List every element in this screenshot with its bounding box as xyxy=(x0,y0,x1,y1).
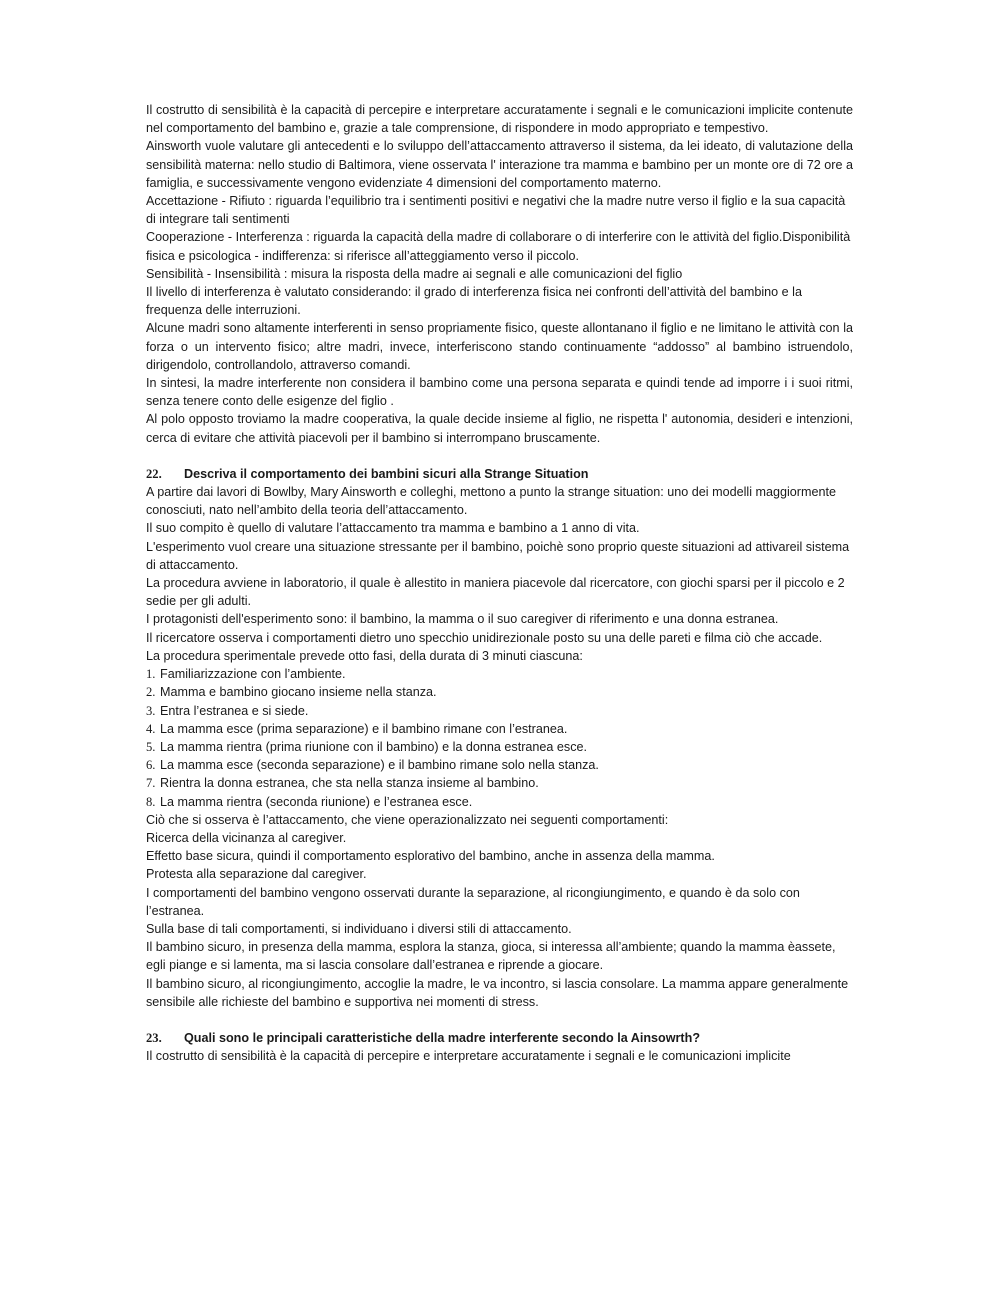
list-item: 5. La mamma rientra (prima riunione con il bambino) e la donna estranea esce. xyxy=(146,739,588,754)
paragraph: Il suo compito è quello di valutare l’attaccamento tra mamma e bambino a 1 anno di vita. xyxy=(146,521,640,536)
paragraph: Il bambino sicuro, al ricongiungimento, accoglie la madre, le va incontro, si lascia consolare. La mamma appare generalmente sensibile alle richieste del bambino e supportiva nei momenti di stress. xyxy=(146,976,849,1009)
spacer xyxy=(146,1011,853,1029)
paragraph: A partire dai lavori di Bowlby, Mary Ainsworth e colleghi, mettono a punto la strange situation: uno dei modelli maggiormente conosciuti, nato nell’ambito della teoria dell’attaccamento. xyxy=(146,485,836,518)
list-item: 4. La mamma esce (prima separazione) e il bambino rimane con l’estranea. xyxy=(146,721,568,736)
paragraph: Ainsworth vuole valutare gli antecedenti e lo sviluppo dell’attaccamento attraverso il sistema, da lei ideato, di valutazione della sensibilità materna: nello studio di Baltimora, viene osservata l' interazione tra mamma e bambino per un monte ore di 72 ore a famiglia, e successivamente vengono evidenziate 4 dimensioni del comportamento materno. xyxy=(146,139,853,190)
list-item: 3. Entra l’estranea e si siede. xyxy=(146,703,309,718)
paragraph: Il bambino sicuro, in presenza della mamma, esplora la stanza, gioca, si interessa all’ambiente; quando la mamma èassete, egli piange e si lamenta, ma si lascia consolare dall’estranea e riprende a giocare. xyxy=(146,940,836,973)
paragraph: Accettazione - Rifiuto : riguarda l’equilibrio tra i sentimenti positivi e negativi che la madre nutre verso il figlio e la sua capacità di integrare tali sentimenti xyxy=(146,194,846,227)
paragraph: Il livello di interferenza è valutato considerando: il grado di interferenza fisica nei confronti dell’attività del bambino e la frequenza delle interruzioni. xyxy=(146,285,802,318)
section-number: 22. xyxy=(146,466,162,481)
paragraph: Il ricercatore osserva i comportamenti dietro uno specchio unidirezionale posto su una delle pareti e filma ciò che accade. xyxy=(146,630,823,645)
section-number: 23. xyxy=(146,1030,162,1045)
paragraph: Sulla base di tali comportamenti, si individuano i diversi stili di attaccamento. xyxy=(146,921,572,936)
paragraph: Ricerca della vicinanza al caregiver. xyxy=(146,830,347,845)
paragraph: Il costrutto di sensibilità è la capacità di percepire e interpretare accuratamente i segnali e le comunicazioni implicite contenute nel comportamento del bambino e, grazie a tale comprensione, di rispondere in modo appropriato e tempestivo. xyxy=(146,103,853,136)
paragraph: Al polo opposto troviamo la madre cooperativa, la quale decide insieme al figlio, ne rispetta l' autonomia, desideri e intenzioni, cerca di evitare che attività piacevoli per il bambino si interrompano bruscamente. xyxy=(146,412,853,445)
list-item: 2. Mamma e bambino giocano insieme nella stanza. xyxy=(146,685,437,700)
paragraph: I protagonisti dell'esperimento sono: il bambino, la mamma o il suo caregiver di riferimento e una donna estranea. xyxy=(146,612,779,627)
section-title: Quali sono le principali caratteristiche della madre interferente secondo la Ainsowrth? xyxy=(184,1030,701,1045)
list-item: 1. Familiarizzazione con l’ambiente. xyxy=(146,667,346,682)
paragraph: Cooperazione - Interferenza : riguarda la capacità della madre di collaborare o di interferire con le attività del figlio.Disponibilità fisica e psicologica - indifferenza: si riferisce all’atteggiamento verso il piccolo. xyxy=(146,230,851,263)
paragraph: Alcune madri sono altamente interferenti in senso propriamente fisico, queste allontanano il figlio e ne limitano le attività con la forza o un intervento fisico; altre madri, invece, interferiscono stando continuamente “addosso” al bambino istruendolo, dirigendolo, controllandolo, attraverso comandi. xyxy=(146,321,853,372)
paragraph: La procedura sperimentale prevede otto fasi, della durata di 3 minuti ciascuna: xyxy=(146,648,583,663)
section-title: Descriva il comportamento dei bambini sicuri alla Strange Situation xyxy=(184,466,589,481)
paragraph: Il costrutto di sensibilità è la capacità di percepire e interpretare accuratamente i segnali e le comunicazioni implicite xyxy=(146,1049,791,1064)
paragraph: In sintesi, la madre interferente non considera il bambino come una persona separata e quindi tende ad imporre i i suoi ritmi, senza tenere conto delle esigenze del figlio . xyxy=(146,376,853,409)
paragraph: L'esperimento vuol creare una situazione stressante per il bambino, poichè sono proprio queste situazioni ad attivareil sistema di attaccamento. xyxy=(146,539,850,572)
paragraph: Protesta alla separazione dal caregiver. xyxy=(146,867,367,882)
list-item: 7. Rientra la donna estranea, che sta nella stanza insieme al bambino. xyxy=(146,776,539,791)
spacer xyxy=(146,447,853,465)
paragraph: Sensibilità - Insensibilità : misura la risposta della madre ai segnali e alle comunicazioni del figlio xyxy=(146,266,683,281)
paragraph: Effetto base sicura, quindi il comportamento esplorativo del bambino, anche in assenza della mamma. xyxy=(146,849,715,864)
list-item: 6. La mamma esce (seconda separazione) e il bambino rimane solo nella stanza. xyxy=(146,758,599,773)
paragraph: La procedura avviene in laboratorio, il quale è allestito in maniera piacevole dal ricercatore, con giochi sparsi per il piccolo e 2 sedie per gli adulti. xyxy=(146,576,845,609)
section-heading-22 xyxy=(146,465,853,483)
paragraph: I comportamenti del bambino vengono osservati durante la separazione, al ricongiungimento, e quando è da solo con l’estranea. xyxy=(146,885,800,918)
paragraph: Ciò che si osserva è l’attaccamento, che viene operazionalizzato nei seguenti comportamenti: xyxy=(146,812,669,827)
document-page xyxy=(146,101,853,1065)
list-item: 8. La mamma rientra (seconda riunione) e l’estranea esce. xyxy=(146,794,473,809)
section-heading-23 xyxy=(146,1029,853,1047)
